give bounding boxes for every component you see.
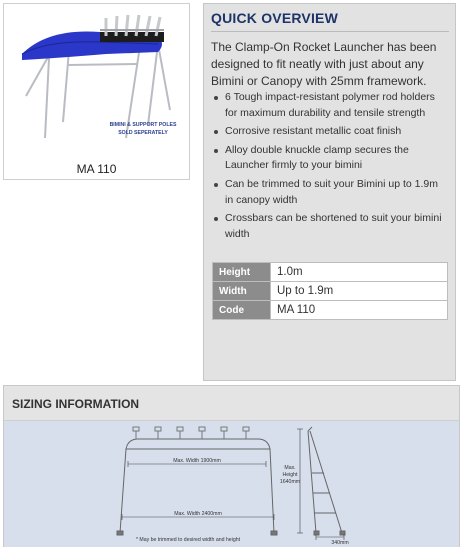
spec-row-code <box>213 301 448 320</box>
image-note-line2: SOLD SEPERATELY <box>118 130 168 136</box>
bullet-icon <box>214 130 218 134</box>
max-height-label-3: 1640mm <box>279 479 301 485</box>
quick-overview-panel <box>203 3 456 381</box>
max-width-bottom-label: Max. Width 2400mm <box>174 511 222 517</box>
bullet-icon <box>214 96 218 100</box>
feature-item <box>211 124 449 140</box>
bullet-icon <box>214 183 218 187</box>
spec-row-height <box>213 263 448 282</box>
spec-value: Up to 1.9m <box>271 282 448 301</box>
product-photo <box>8 10 186 148</box>
sizing-header <box>4 386 459 421</box>
side-width-label: 340mm <box>331 540 349 546</box>
feature-list <box>211 90 449 245</box>
image-note-line1: BIMINI & SUPPORT POLES <box>109 122 177 128</box>
feature-text: Corrosive resistant metallic coat finish <box>225 125 402 138</box>
sizing-title: SIZING INFORMATION <box>12 397 140 411</box>
spec-label: Code <box>213 301 271 320</box>
side-view-frame <box>308 427 345 535</box>
spec-row-width <box>213 282 448 301</box>
rocket-launcher <box>100 15 164 42</box>
max-width-top-label: Max. Width 1900mm <box>173 458 221 464</box>
front-view-frame <box>117 427 277 535</box>
bullet-icon <box>214 149 218 153</box>
feature-text: Alloy double knuckle clamp secures the Launcher firmly to your bimini <box>225 143 409 172</box>
max-height-label-2: Height <box>282 472 298 478</box>
bullet-icon <box>214 217 218 221</box>
feature-item <box>211 211 449 242</box>
feature-text: Crossbars can be shortened to suit your bimini width <box>225 212 442 240</box>
feature-text: Can be trimmed to suit your Bimini up to 1.9m in canopy width <box>225 177 439 206</box>
spec-table <box>212 262 448 320</box>
spec-label: Height <box>213 263 271 282</box>
spec-value: 1.0m <box>271 263 448 282</box>
product-caption: MA 110 <box>76 162 117 176</box>
overview-title: QUICK OVERVIEW <box>211 10 339 26</box>
product-image-card[interactable] <box>3 3 190 180</box>
max-height-label-1: Max. <box>284 465 296 471</box>
sizing-diagram-area <box>4 421 459 547</box>
sizing-diagram <box>4 421 459 547</box>
feature-item <box>211 143 449 174</box>
overview-description: The Clamp-On Rocket Launcher has been designed to fit neatly with just about any Bimini or Canopy with 25mm framework. <box>211 40 437 88</box>
spec-label: Width <box>213 282 271 301</box>
feature-item <box>211 177 449 208</box>
feature-text: 6 Tough impact-resistant polymer rod holders for maximum durability and tensile strength <box>225 91 435 119</box>
feature-item <box>211 90 449 121</box>
spec-value: MA 110 <box>271 301 448 320</box>
sizing-footnote: * May be trimmed to desired width and height <box>135 537 241 543</box>
overview-divider <box>211 31 449 32</box>
sizing-section <box>3 385 460 547</box>
